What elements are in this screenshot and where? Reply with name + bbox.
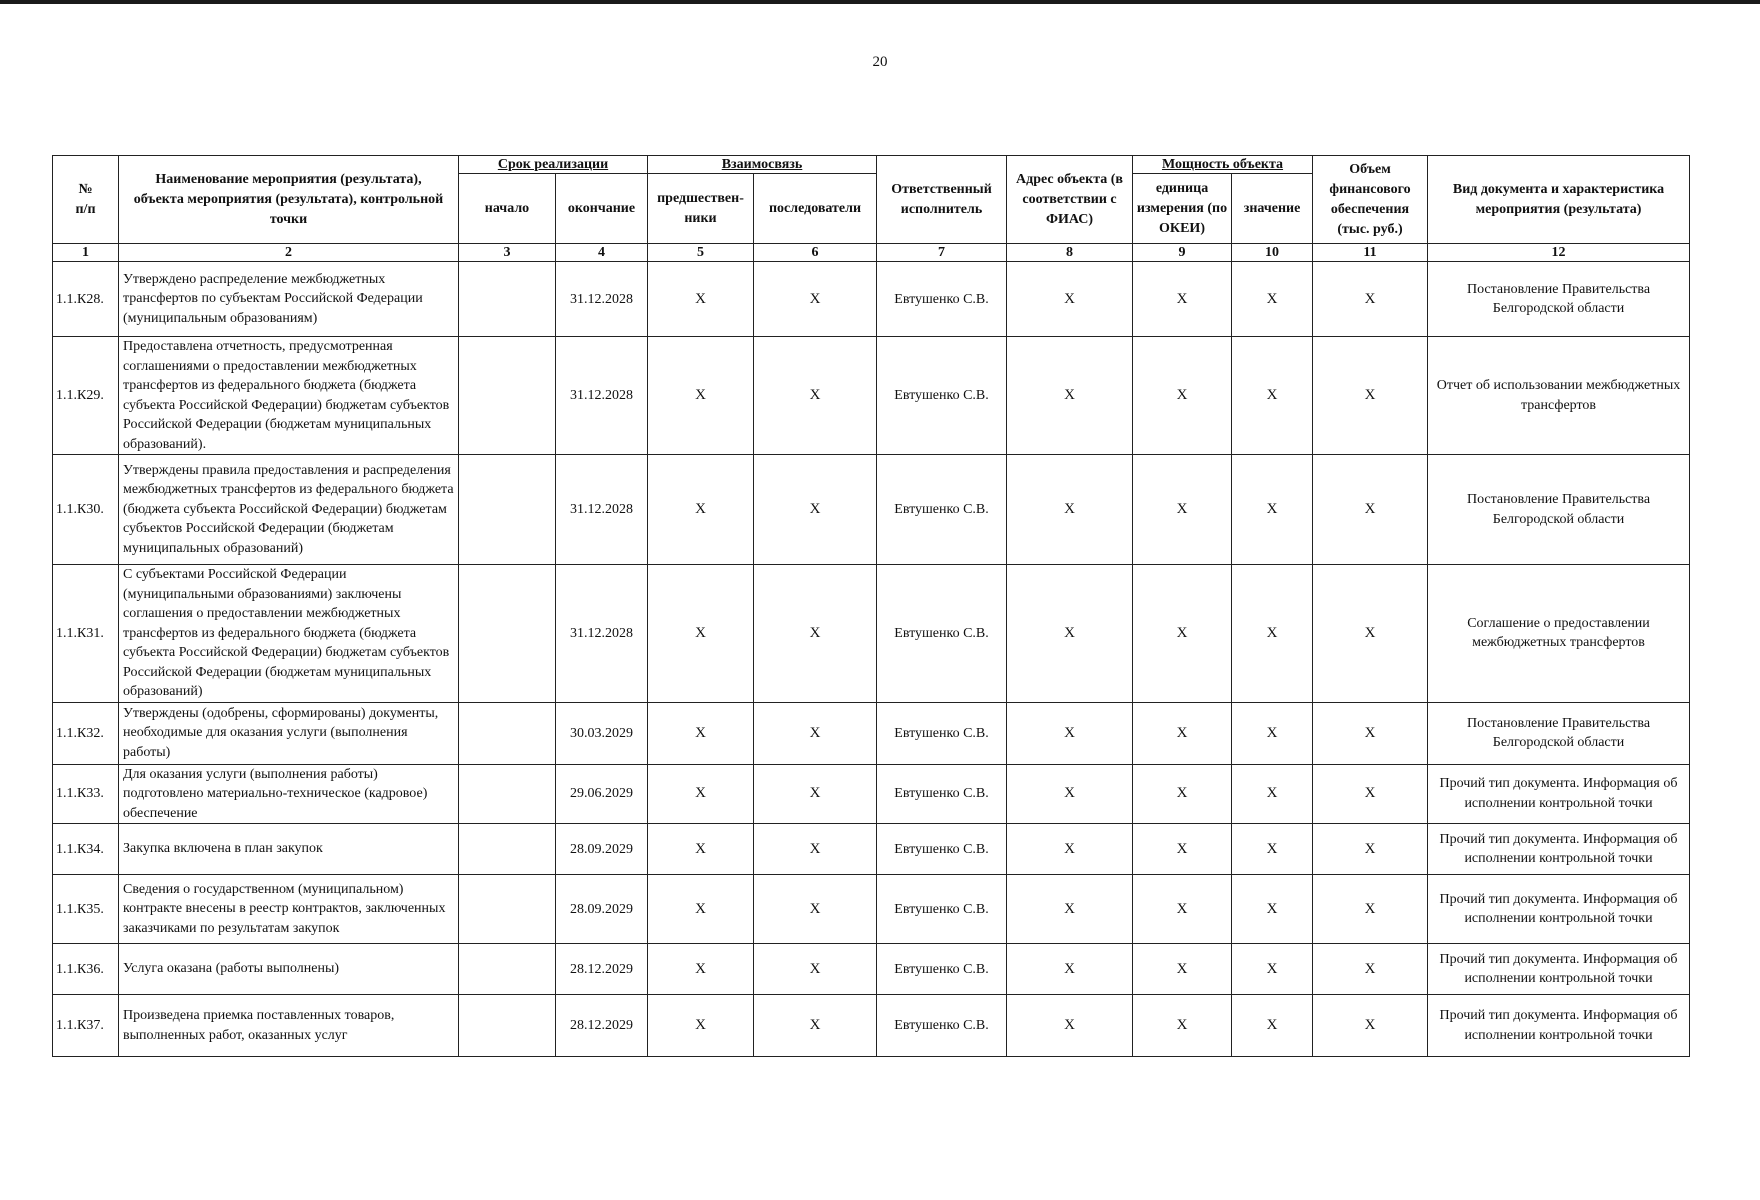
predecessors-value: X	[648, 824, 754, 875]
executor-name: Евтушенко С.В.	[877, 702, 1007, 764]
table-row	[53, 875, 1690, 944]
executor-name: Евтушенко С.В.	[877, 875, 1007, 944]
unit-value: X	[1133, 764, 1232, 824]
column-number: 10	[1232, 244, 1313, 262]
activity-name: Закупка включена в план закупок	[119, 824, 459, 875]
activity-name: Произведена приемка поставленных товаров, выполненных работ, оказанных услуг	[119, 995, 459, 1057]
document-type: Постановление Правительства Белгородской области	[1428, 262, 1690, 337]
finance-value: X	[1313, 875, 1428, 944]
document-type: Прочий тип документа. Информация об исполнении контрольной точки	[1428, 764, 1690, 824]
successors-value: X	[754, 455, 877, 565]
row-number: 1.1.К31.	[53, 565, 119, 703]
document-type: Постановление Правительства Белгородской области	[1428, 455, 1690, 565]
executor-name: Евтушенко С.В.	[877, 565, 1007, 703]
row-number: 1.1.К32.	[53, 702, 119, 764]
predecessors-value: X	[648, 565, 754, 703]
start-date	[459, 337, 556, 455]
header-capacity: Мощность объекта	[1133, 156, 1313, 174]
executor-name: Евтушенко С.В.	[877, 337, 1007, 455]
activity-name: Услуга оказана (работы выполнены)	[119, 944, 459, 995]
column-number: 8	[1007, 244, 1133, 262]
column-number: 5	[648, 244, 754, 262]
activity-name: Для оказания услуги (выполнения работы) подготовлено материально-техническое (кадровое) обеспечение	[119, 764, 459, 824]
finance-value: X	[1313, 337, 1428, 455]
header-relation: Взаимосвязь	[648, 156, 877, 174]
header-num: № п/п	[53, 156, 119, 244]
capacity-value: X	[1232, 262, 1313, 337]
activity-name: Утверждены (одобрены, сформированы) документы, необходимые для оказания услуги (выполнения работы)	[119, 702, 459, 764]
column-number: 6	[754, 244, 877, 262]
successors-value: X	[754, 337, 877, 455]
end-date: 28.09.2029	[556, 824, 648, 875]
table-row	[53, 455, 1690, 565]
start-date	[459, 702, 556, 764]
table-body	[53, 262, 1690, 1057]
activity-plan-table	[52, 155, 1690, 1057]
table-row	[53, 824, 1690, 875]
predecessors-value: X	[648, 944, 754, 995]
address-value: X	[1007, 702, 1133, 764]
row-number: 1.1.К28.	[53, 262, 119, 337]
table-row	[53, 565, 1690, 703]
header-executor: Ответственный исполнитель	[877, 156, 1007, 244]
address-value: X	[1007, 455, 1133, 565]
column-number: 1	[53, 244, 119, 262]
successors-value: X	[754, 565, 877, 703]
document-type: Прочий тип документа. Информация об исполнении контрольной точки	[1428, 824, 1690, 875]
header-name: Наименование мероприятия (результата), объекта мероприятия (результата), контрольной точки	[119, 156, 459, 244]
finance-value: X	[1313, 262, 1428, 337]
executor-name: Евтушенко С.В.	[877, 455, 1007, 565]
end-date: 28.12.2029	[556, 944, 648, 995]
start-date	[459, 764, 556, 824]
document-type: Прочий тип документа. Информация об исполнении контрольной точки	[1428, 944, 1690, 995]
finance-value: X	[1313, 824, 1428, 875]
executor-name: Евтушенко С.В.	[877, 262, 1007, 337]
table-row	[53, 337, 1690, 455]
unit-value: X	[1133, 824, 1232, 875]
unit-value: X	[1133, 875, 1232, 944]
unit-value: X	[1133, 262, 1232, 337]
end-date: 29.06.2029	[556, 764, 648, 824]
row-number: 1.1.К34.	[53, 824, 119, 875]
header-period: Срок реализации	[459, 156, 648, 174]
successors-value: X	[754, 875, 877, 944]
finance-value: X	[1313, 995, 1428, 1057]
address-value: X	[1007, 995, 1133, 1057]
capacity-value: X	[1232, 702, 1313, 764]
unit-value: X	[1133, 455, 1232, 565]
address-value: X	[1007, 824, 1133, 875]
document-type: Прочий тип документа. Информация об исполнении контрольной точки	[1428, 995, 1690, 1057]
predecessors-value: X	[648, 875, 754, 944]
predecessors-value: X	[648, 262, 754, 337]
successors-value: X	[754, 944, 877, 995]
table-row	[53, 702, 1690, 764]
activity-name: Утверждены правила предоставления и распределения межбюджетных трансфертов из федерального бюджета (бюджета субъекта Российской Федерации) бюджетам субъектов Российской Федерации (бюджетам муниципальных образований)	[119, 455, 459, 565]
header-start: начало	[459, 174, 556, 244]
unit-value: X	[1133, 995, 1232, 1057]
end-date: 31.12.2028	[556, 262, 648, 337]
header-address: Адрес объекта (в соответствии с ФИАС)	[1007, 156, 1133, 244]
page-number: 20	[872, 54, 888, 70]
predecessors-value: X	[648, 337, 754, 455]
row-number: 1.1.К30.	[53, 455, 119, 565]
successors-value: X	[754, 764, 877, 824]
top-border-rule	[0, 0, 1760, 4]
table-row	[53, 764, 1690, 824]
row-number: 1.1.К33.	[53, 764, 119, 824]
capacity-value: X	[1232, 944, 1313, 995]
header-end: окончание	[556, 174, 648, 244]
unit-value: X	[1133, 702, 1232, 764]
end-date: 31.12.2028	[556, 455, 648, 565]
capacity-value: X	[1232, 337, 1313, 455]
finance-value: X	[1313, 455, 1428, 565]
capacity-value: X	[1232, 764, 1313, 824]
column-number: 4	[556, 244, 648, 262]
table-row	[53, 944, 1690, 995]
start-date	[459, 262, 556, 337]
successors-value: X	[754, 995, 877, 1057]
executor-name: Евтушенко С.В.	[877, 824, 1007, 875]
activity-name: Сведения о государственном (муниципальном) контракте внесены в реестр контрактов, заключенных заказчиками по результатам закупок	[119, 875, 459, 944]
address-value: X	[1007, 875, 1133, 944]
document-type: Постановление Правительства Белгородской области	[1428, 702, 1690, 764]
header-doc: Вид документа и характеристика мероприятия (результата)	[1428, 156, 1690, 244]
row-number: 1.1.К36.	[53, 944, 119, 995]
address-value: X	[1007, 944, 1133, 995]
address-value: X	[1007, 764, 1133, 824]
document-type: Отчет об использовании межбюджетных трансфертов	[1428, 337, 1690, 455]
successors-value: X	[754, 824, 877, 875]
finance-value: X	[1313, 764, 1428, 824]
end-date: 31.12.2028	[556, 337, 648, 455]
executor-name: Евтушенко С.В.	[877, 944, 1007, 995]
capacity-value: X	[1232, 824, 1313, 875]
finance-value: X	[1313, 702, 1428, 764]
header-unit: единица измерения (по ОКЕИ)	[1133, 174, 1232, 244]
capacity-value: X	[1232, 995, 1313, 1057]
row-number: 1.1.К35.	[53, 875, 119, 944]
predecessors-value: X	[648, 455, 754, 565]
finance-value: X	[1313, 944, 1428, 995]
executor-name: Евтушенко С.В.	[877, 764, 1007, 824]
table-row	[53, 995, 1690, 1057]
unit-value: X	[1133, 565, 1232, 703]
capacity-value: X	[1232, 565, 1313, 703]
unit-value: X	[1133, 337, 1232, 455]
end-date: 28.09.2029	[556, 875, 648, 944]
predecessors-value: X	[648, 764, 754, 824]
start-date	[459, 875, 556, 944]
start-date	[459, 824, 556, 875]
successors-value: X	[754, 702, 877, 764]
address-value: X	[1007, 565, 1133, 703]
address-value: X	[1007, 337, 1133, 455]
predecessors-value: X	[648, 702, 754, 764]
header-predecessors: предшествен-ники	[648, 174, 754, 244]
row-number: 1.1.К37.	[53, 995, 119, 1057]
successors-value: X	[754, 262, 877, 337]
header-finance: Объем финансового обеспечения (тыс. руб.)	[1313, 156, 1428, 244]
end-date: 31.12.2028	[556, 565, 648, 703]
activity-name: Предоставлена отчетность, предусмотренная соглашениями о предоставлении межбюджетных трансфертов из федерального бюджета (бюджета субъекта Российской Федерации) бюджетам субъектов Российской Федерации (бюджетам муниципальных образований).	[119, 337, 459, 455]
start-date	[459, 995, 556, 1057]
address-value: X	[1007, 262, 1133, 337]
unit-value: X	[1133, 944, 1232, 995]
capacity-value: X	[1232, 455, 1313, 565]
document-type: Соглашение о предоставлении межбюджетных трансфертов	[1428, 565, 1690, 703]
column-number: 7	[877, 244, 1007, 262]
predecessors-value: X	[648, 995, 754, 1057]
column-number-row	[53, 244, 1690, 262]
start-date	[459, 455, 556, 565]
activity-name: Утверждено распределение межбюджетных трансфертов по субъектам Российской Федерации (муниципальным образованиям)	[119, 262, 459, 337]
header-value: значение	[1232, 174, 1313, 244]
end-date: 28.12.2029	[556, 995, 648, 1057]
capacity-value: X	[1232, 875, 1313, 944]
table-row	[53, 262, 1690, 337]
start-date	[459, 944, 556, 995]
executor-name: Евтушенко С.В.	[877, 995, 1007, 1057]
activity-name: С субъектами Российской Федерации (муниципальными образованиями) заключены соглашения о предоставлении межбюджетных трансфертов из федерального бюджета (бюджета субъекта Российской Федерации) бюджетам субъектов Российской Федерации (бюджетам муниципальных образований)	[119, 565, 459, 703]
column-number: 12	[1428, 244, 1690, 262]
start-date	[459, 565, 556, 703]
column-number: 3	[459, 244, 556, 262]
document-type: Прочий тип документа. Информация об исполнении контрольной точки	[1428, 875, 1690, 944]
end-date: 30.03.2029	[556, 702, 648, 764]
header-successors: последователи	[754, 174, 877, 244]
column-number: 2	[119, 244, 459, 262]
row-number: 1.1.К29.	[53, 337, 119, 455]
finance-value: X	[1313, 565, 1428, 703]
column-number: 11	[1313, 244, 1428, 262]
column-number: 9	[1133, 244, 1232, 262]
